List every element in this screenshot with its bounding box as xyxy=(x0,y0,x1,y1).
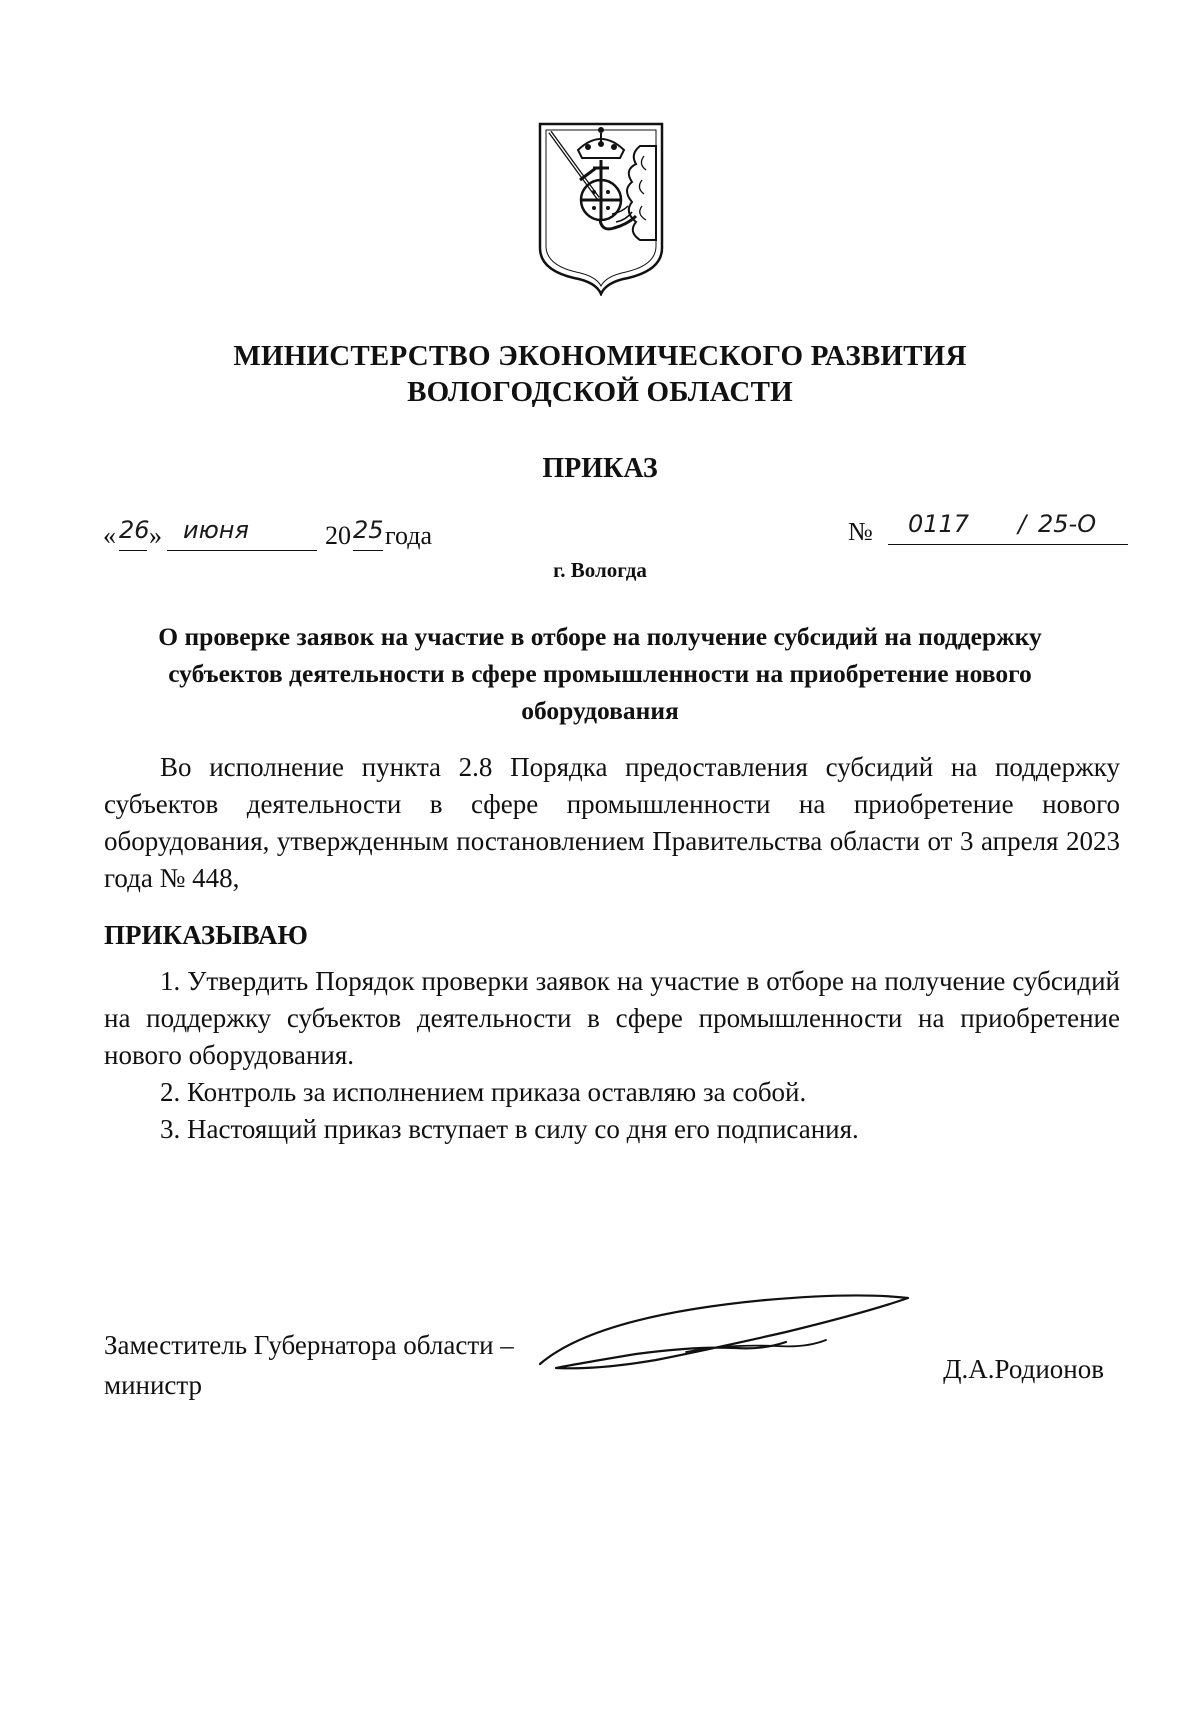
date-year-word: года xyxy=(385,521,433,550)
number-sign: № xyxy=(848,517,873,546)
order-item-1: 1. Утвердить Порядок проверки заявок на участие в отборе на получение субсидий на поддержку субъектов деятельности в сфере промышленности на приобретение нового оборудования. xyxy=(104,966,1120,1070)
ministry-name-line1: МИНИСТЕРСТВО ЭКОНОМИЧЕСКОГО РАЗВИТИЯ xyxy=(233,340,967,372)
order-date xyxy=(103,516,523,556)
signer-position-line2: министр xyxy=(104,1370,203,1400)
document-type-title: ПРИКАЗ xyxy=(542,453,658,484)
number-part2: 25-О xyxy=(1038,510,1097,538)
vologda-coat-of-arms-icon xyxy=(536,120,666,296)
intro-paragraph: Во исполнение пункта 2.8 Порядка предоставления субсидий на поддержку субъектов деятельности в сфере промышленности на приобретение нового оборудования, утвержденным постановлением Правительства области от 3 апреля 2023 года № 448, xyxy=(104,752,1120,893)
date-quote-open: « xyxy=(103,521,116,550)
signer-position xyxy=(104,1325,514,1405)
order-number xyxy=(848,512,1128,552)
date-quote-close: » xyxy=(149,521,162,550)
decree-heading: ПРИКАЗЫВАЮ xyxy=(104,920,308,950)
signer-name: Д.А.Родионов xyxy=(943,1354,1104,1384)
order-subject: О проверке заявок на участие в отборе на получение субсидий на поддержку субъектов деятельности в сфере промышленности на приобретение нового оборудования xyxy=(158,622,1042,725)
order-item-2: 2. Контроль за исполнением приказа оставляю за собой. xyxy=(160,1077,807,1107)
date-day: 26 xyxy=(119,516,150,544)
date-month: июня xyxy=(183,516,249,544)
order-item-3: 3. Настоящий приказ вступает в силу со дня его подписания. xyxy=(160,1114,859,1144)
date-year-prefix: 20 xyxy=(325,521,351,550)
city: г. Вологда xyxy=(553,558,647,582)
number-part1: 0117 xyxy=(908,510,970,538)
number-separator: / xyxy=(1018,510,1027,538)
signer-position-line1: Заместитель Губернатора области – xyxy=(104,1330,514,1360)
ministry-name-line2: ВОЛОГОДСКОЙ ОБЛАСТИ xyxy=(407,376,793,408)
date-year-suffix: 25 xyxy=(353,516,384,544)
handwritten-signature xyxy=(536,1286,936,1396)
